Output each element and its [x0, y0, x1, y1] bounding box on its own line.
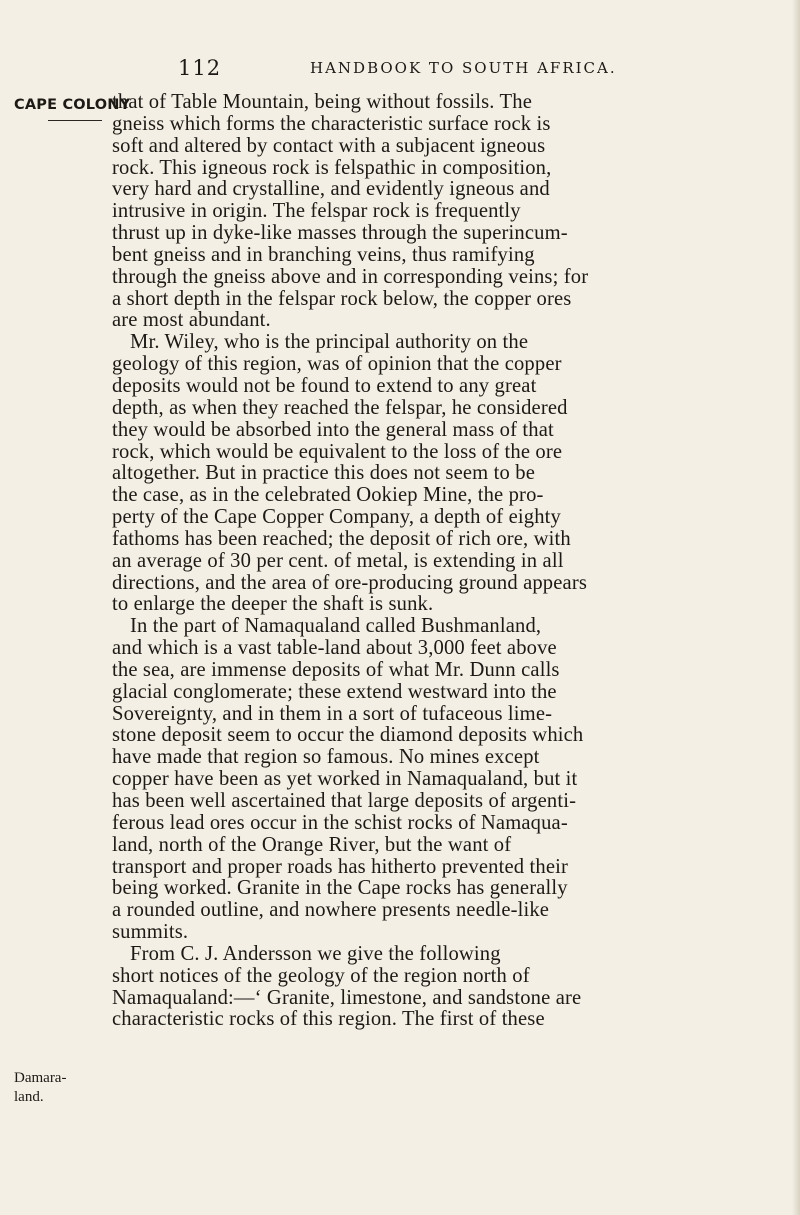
text-line: and which is a vast table-land about 3,000 feet above	[112, 637, 557, 660]
text-line: short notices of the geology of the region north of	[112, 964, 530, 987]
running-title: HANDBOOK TO SOUTH AFRICA.	[310, 59, 617, 77]
text-line: they would be absorbed into the general mass of that	[112, 418, 554, 441]
text-line: perty of the Cape Copper Company, a depth of eighty	[112, 506, 561, 529]
margin-note-cape-colony: CAPE COLONY	[14, 97, 131, 113]
text-line: gneiss which forms the characteristic surface rock is	[112, 112, 551, 135]
text-line: very hard and crystalline, and evidently igneous and	[112, 178, 550, 201]
margin-note-damaraland-line2: land.	[14, 1089, 44, 1105]
text-line: altogether. But in practice this does not seem to be	[112, 462, 536, 485]
text-line: Namaqualand:—‘ Granite, limestone, and sandstone are	[112, 986, 582, 1009]
body-text	[112, 92, 772, 1031]
text-line: an average of 30 per cent. of metal, is extending in all	[112, 549, 564, 572]
margin-note-damaraland-line1: Damara-	[14, 1070, 67, 1086]
text-line: are most abundant.	[112, 309, 271, 332]
text-line: that of Table Mountain, being without fossils. The	[112, 91, 532, 113]
page-edge-shadow	[792, 0, 800, 1215]
text-line: summits.	[112, 921, 189, 944]
text-line: deposits would not be found to extend to any great	[112, 374, 537, 397]
text-line: a rounded outline, and nowhere presents needle-like	[112, 899, 550, 922]
text-line: characteristic rocks of this region. The first of these	[112, 1008, 545, 1031]
text-line: transport and proper roads has hitherto prevented their	[112, 855, 569, 878]
text-line: thrust up in dyke-like masses through the superincum-	[112, 222, 568, 245]
text-line: fathoms has been reached; the deposit of rich ore, with	[112, 527, 571, 550]
page-header	[178, 56, 778, 82]
margin-note-damaraland	[14, 1069, 74, 1107]
text-line: the case, as in the celebrated Ookiep Mine, the pro-	[112, 484, 544, 507]
text-line: through the gneiss above and in corresponding veins; for	[112, 265, 589, 288]
text-line: Sovereignty, and in them in a sort of tufaceous lime-	[112, 702, 553, 725]
text-line: bent gneiss and in branching veins, thus ramifying	[112, 243, 535, 266]
text-line: directions, and the area of ore-producing ground appears	[112, 571, 588, 594]
text-line: has been well ascertained that large deposits of argenti-	[112, 790, 577, 812]
text-line: the sea, are immense deposits of what Mr. Dunn calls	[112, 658, 560, 681]
text-line: being worked. Granite in the Cape rocks has generally	[112, 877, 568, 900]
text-line: From C. J. Andersson we give the following	[130, 942, 501, 965]
text-line: to enlarge the deeper the shaft is sunk.	[112, 593, 434, 616]
text-line: intrusive in origin. The felspar rock is frequently	[112, 200, 521, 223]
margin-note-rule	[48, 120, 102, 121]
text-line: rock, which would be equivalent to the loss of the ore	[112, 440, 563, 463]
text-line: have made that region so famous. No mines except	[112, 746, 540, 769]
text-line: stone deposit seem to occur the diamond deposits which	[112, 724, 584, 747]
text-line: glacial conglomerate; these extend westward into the	[112, 680, 557, 703]
text-line: copper have been as yet worked in Namaqualand, but it	[112, 768, 578, 791]
text-line: ferous lead ores occur in the schist rocks of Namaqua-	[112, 811, 568, 834]
page-number: 112	[178, 56, 222, 80]
text-line: Mr. Wiley, who is the principal authority on the	[130, 331, 529, 354]
text-line: a short depth in the felspar rock below, the copper ores	[112, 287, 572, 310]
text-line: soft and altered by contact with a subjacent igneous	[112, 134, 546, 157]
text-line: land, north of the Orange River, but the want of	[112, 833, 512, 856]
text-line: geology of this region, was of opinion that the copper	[112, 353, 562, 376]
text-line: In the part of Namaqualand called Bushmanland,	[130, 615, 542, 638]
text-line: depth, as when they reached the felspar, he considered	[112, 396, 568, 419]
text-line: rock. This igneous rock is felspathic in composition,	[112, 156, 552, 179]
